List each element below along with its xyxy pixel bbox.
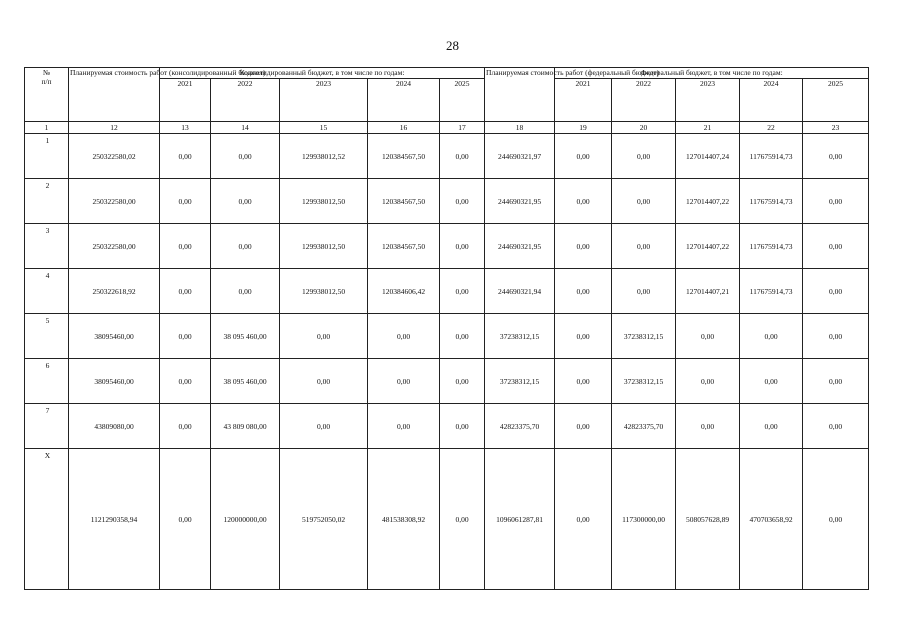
table-cell: 0,00 xyxy=(280,359,368,404)
table-cell: 0,00 xyxy=(280,314,368,359)
header-consolidated-group: Консолидированный бюджет, в том числе по годам: xyxy=(160,68,485,79)
table-cell: 120384567,50 xyxy=(368,224,440,269)
table-cell: 38095460,00 xyxy=(69,314,160,359)
table-cell: 470703658,92 xyxy=(740,449,803,590)
table-cell: 0,00 xyxy=(440,269,485,314)
table-cell: 38 095 460,00 xyxy=(211,314,280,359)
table-cell: 127014407,24 xyxy=(676,134,740,179)
header-year: 2024 xyxy=(368,79,440,122)
column-number-row xyxy=(25,122,869,134)
header-year: 2024 xyxy=(740,79,803,122)
table-row xyxy=(25,449,869,590)
table-row xyxy=(25,359,869,404)
table-cell: 117675914,73 xyxy=(740,224,803,269)
row-index: 2 xyxy=(25,179,69,224)
table-cell: 250322580,00 xyxy=(69,224,160,269)
row-index: X xyxy=(25,449,69,590)
table-cell: 508057628,89 xyxy=(676,449,740,590)
column-number: 19 xyxy=(555,122,612,134)
header-planned-consolidated: Планируемая стоимость работ (консолидированный бюджет) xyxy=(69,68,160,122)
column-number: 20 xyxy=(612,122,676,134)
table-cell: 0,00 xyxy=(160,179,211,224)
table-cell: 43809080,00 xyxy=(69,404,160,449)
table-cell: 117675914,73 xyxy=(740,179,803,224)
table-row xyxy=(25,179,869,224)
table-cell: 120384606,42 xyxy=(368,269,440,314)
header-num: № п/п xyxy=(25,68,69,122)
table-cell: 0,00 xyxy=(160,134,211,179)
table-cell: 1121290358,94 xyxy=(69,449,160,590)
table-cell: 0,00 xyxy=(280,404,368,449)
table-cell: 0,00 xyxy=(555,449,612,590)
column-number: 18 xyxy=(485,122,555,134)
table-cell: 120384567,50 xyxy=(368,179,440,224)
table-cell: 129938012,50 xyxy=(280,224,368,269)
table-cell: 0,00 xyxy=(555,179,612,224)
table-cell: 129938012,50 xyxy=(280,179,368,224)
table-cell: 0,00 xyxy=(440,179,485,224)
table-cell: 0,00 xyxy=(612,134,676,179)
table-cell: 0,00 xyxy=(440,224,485,269)
header-year: 2023 xyxy=(676,79,740,122)
row-index: 7 xyxy=(25,404,69,449)
table-cell: 38095460,00 xyxy=(69,359,160,404)
table-cell: 0,00 xyxy=(368,314,440,359)
table-cell: 37238312,15 xyxy=(485,314,555,359)
table-cell: 0,00 xyxy=(160,269,211,314)
table-cell: 42823375,70 xyxy=(612,404,676,449)
table-cell: 38 095 460,00 xyxy=(211,359,280,404)
table-cell: 250322580,02 xyxy=(69,134,160,179)
table-row xyxy=(25,314,869,359)
table-cell: 0,00 xyxy=(740,314,803,359)
header-year: 2025 xyxy=(440,79,485,122)
table-cell: 0,00 xyxy=(440,359,485,404)
table-cell: 0,00 xyxy=(803,224,869,269)
table-cell: 0,00 xyxy=(803,404,869,449)
table-cell: 0,00 xyxy=(211,224,280,269)
table-cell: 120000000,00 xyxy=(211,449,280,590)
table-cell: 0,00 xyxy=(440,314,485,359)
column-number: 14 xyxy=(211,122,280,134)
column-number: 15 xyxy=(280,122,368,134)
table-cell: 0,00 xyxy=(555,404,612,449)
table-cell: 0,00 xyxy=(160,224,211,269)
table-cell: 0,00 xyxy=(612,269,676,314)
table-cell: 0,00 xyxy=(740,359,803,404)
table-cell: 0,00 xyxy=(440,134,485,179)
table-cell: 129938012,50 xyxy=(280,269,368,314)
header-year: 2021 xyxy=(555,79,612,122)
table-cell: 0,00 xyxy=(368,359,440,404)
column-number: 21 xyxy=(676,122,740,134)
table-cell: 0,00 xyxy=(803,179,869,224)
table-row xyxy=(25,134,869,179)
budget-table xyxy=(24,67,869,590)
row-index: 1 xyxy=(25,134,69,179)
column-number: 17 xyxy=(440,122,485,134)
table-cell: 117675914,73 xyxy=(740,269,803,314)
table-cell: 0,00 xyxy=(676,359,740,404)
table-cell: 37238312,15 xyxy=(612,359,676,404)
row-index: 6 xyxy=(25,359,69,404)
table-cell: 0,00 xyxy=(160,359,211,404)
column-number: 12 xyxy=(69,122,160,134)
header-year: 2022 xyxy=(612,79,676,122)
table-cell: 37238312,15 xyxy=(612,314,676,359)
page-number: 28 xyxy=(446,38,459,53)
column-number: 22 xyxy=(740,122,803,134)
table-cell: 117675914,73 xyxy=(740,134,803,179)
table-cell: 127014407,21 xyxy=(676,269,740,314)
table-cell: 519752050,02 xyxy=(280,449,368,590)
row-index: 4 xyxy=(25,269,69,314)
header-planned-federal: Планируемая стоимость работ (федеральный бюджет) xyxy=(485,68,555,122)
table-cell: 0,00 xyxy=(676,404,740,449)
header-year: 2022 xyxy=(211,79,280,122)
column-number: 1 xyxy=(25,122,69,134)
table-cell: 481538308,92 xyxy=(368,449,440,590)
table-cell: 127014407,22 xyxy=(676,224,740,269)
table-cell: 0,00 xyxy=(440,404,485,449)
table-cell: 0,00 xyxy=(368,404,440,449)
table-cell: 129938012,52 xyxy=(280,134,368,179)
table-cell: 37238312,15 xyxy=(485,359,555,404)
table-cell: 0,00 xyxy=(211,269,280,314)
table-cell: 250322618,92 xyxy=(69,269,160,314)
header-year: 2021 xyxy=(160,79,211,122)
table-cell: 0,00 xyxy=(612,224,676,269)
table-cell: 0,00 xyxy=(803,359,869,404)
table-cell: 0,00 xyxy=(555,269,612,314)
table-cell: 0,00 xyxy=(803,314,869,359)
table-cell: 117300000,00 xyxy=(612,449,676,590)
table-row xyxy=(25,224,869,269)
table-cell: 0,00 xyxy=(555,224,612,269)
table-cell: 0,00 xyxy=(211,134,280,179)
table-cell: 0,00 xyxy=(803,449,869,590)
row-index: 5 xyxy=(25,314,69,359)
table-cell: 0,00 xyxy=(803,269,869,314)
table-cell: 42823375,70 xyxy=(485,404,555,449)
table-cell: 244690321,97 xyxy=(485,134,555,179)
column-number: 16 xyxy=(368,122,440,134)
table-cell: 250322580,00 xyxy=(69,179,160,224)
row-index: 3 xyxy=(25,224,69,269)
table-cell: 0,00 xyxy=(440,449,485,590)
table-cell: 244690321,95 xyxy=(485,179,555,224)
column-number: 13 xyxy=(160,122,211,134)
column-number: 23 xyxy=(803,122,869,134)
header-year: 2025 xyxy=(803,79,869,122)
table-cell: 0,00 xyxy=(160,449,211,590)
table-cell: 0,00 xyxy=(676,314,740,359)
header-federal-group: Федеральный бюджет, в том числе по годам: xyxy=(555,68,869,79)
table-cell: 0,00 xyxy=(740,404,803,449)
table-cell: 0,00 xyxy=(612,179,676,224)
table-cell: 0,00 xyxy=(803,134,869,179)
table-row xyxy=(25,404,869,449)
table-cell: 0,00 xyxy=(555,134,612,179)
table-cell: 0,00 xyxy=(555,359,612,404)
table-cell: 43 809 080,00 xyxy=(211,404,280,449)
table-row xyxy=(25,269,869,314)
table-cell: 0,00 xyxy=(160,404,211,449)
header-year: 2023 xyxy=(280,79,368,122)
table-cell: 244690321,95 xyxy=(485,224,555,269)
table-cell: 127014407,22 xyxy=(676,179,740,224)
table-cell: 0,00 xyxy=(555,314,612,359)
table-cell: 120384567,50 xyxy=(368,134,440,179)
table-cell: 1096061287,81 xyxy=(485,449,555,590)
table-cell: 244690321,94 xyxy=(485,269,555,314)
table-cell: 0,00 xyxy=(211,179,280,224)
table-cell: 0,00 xyxy=(160,314,211,359)
